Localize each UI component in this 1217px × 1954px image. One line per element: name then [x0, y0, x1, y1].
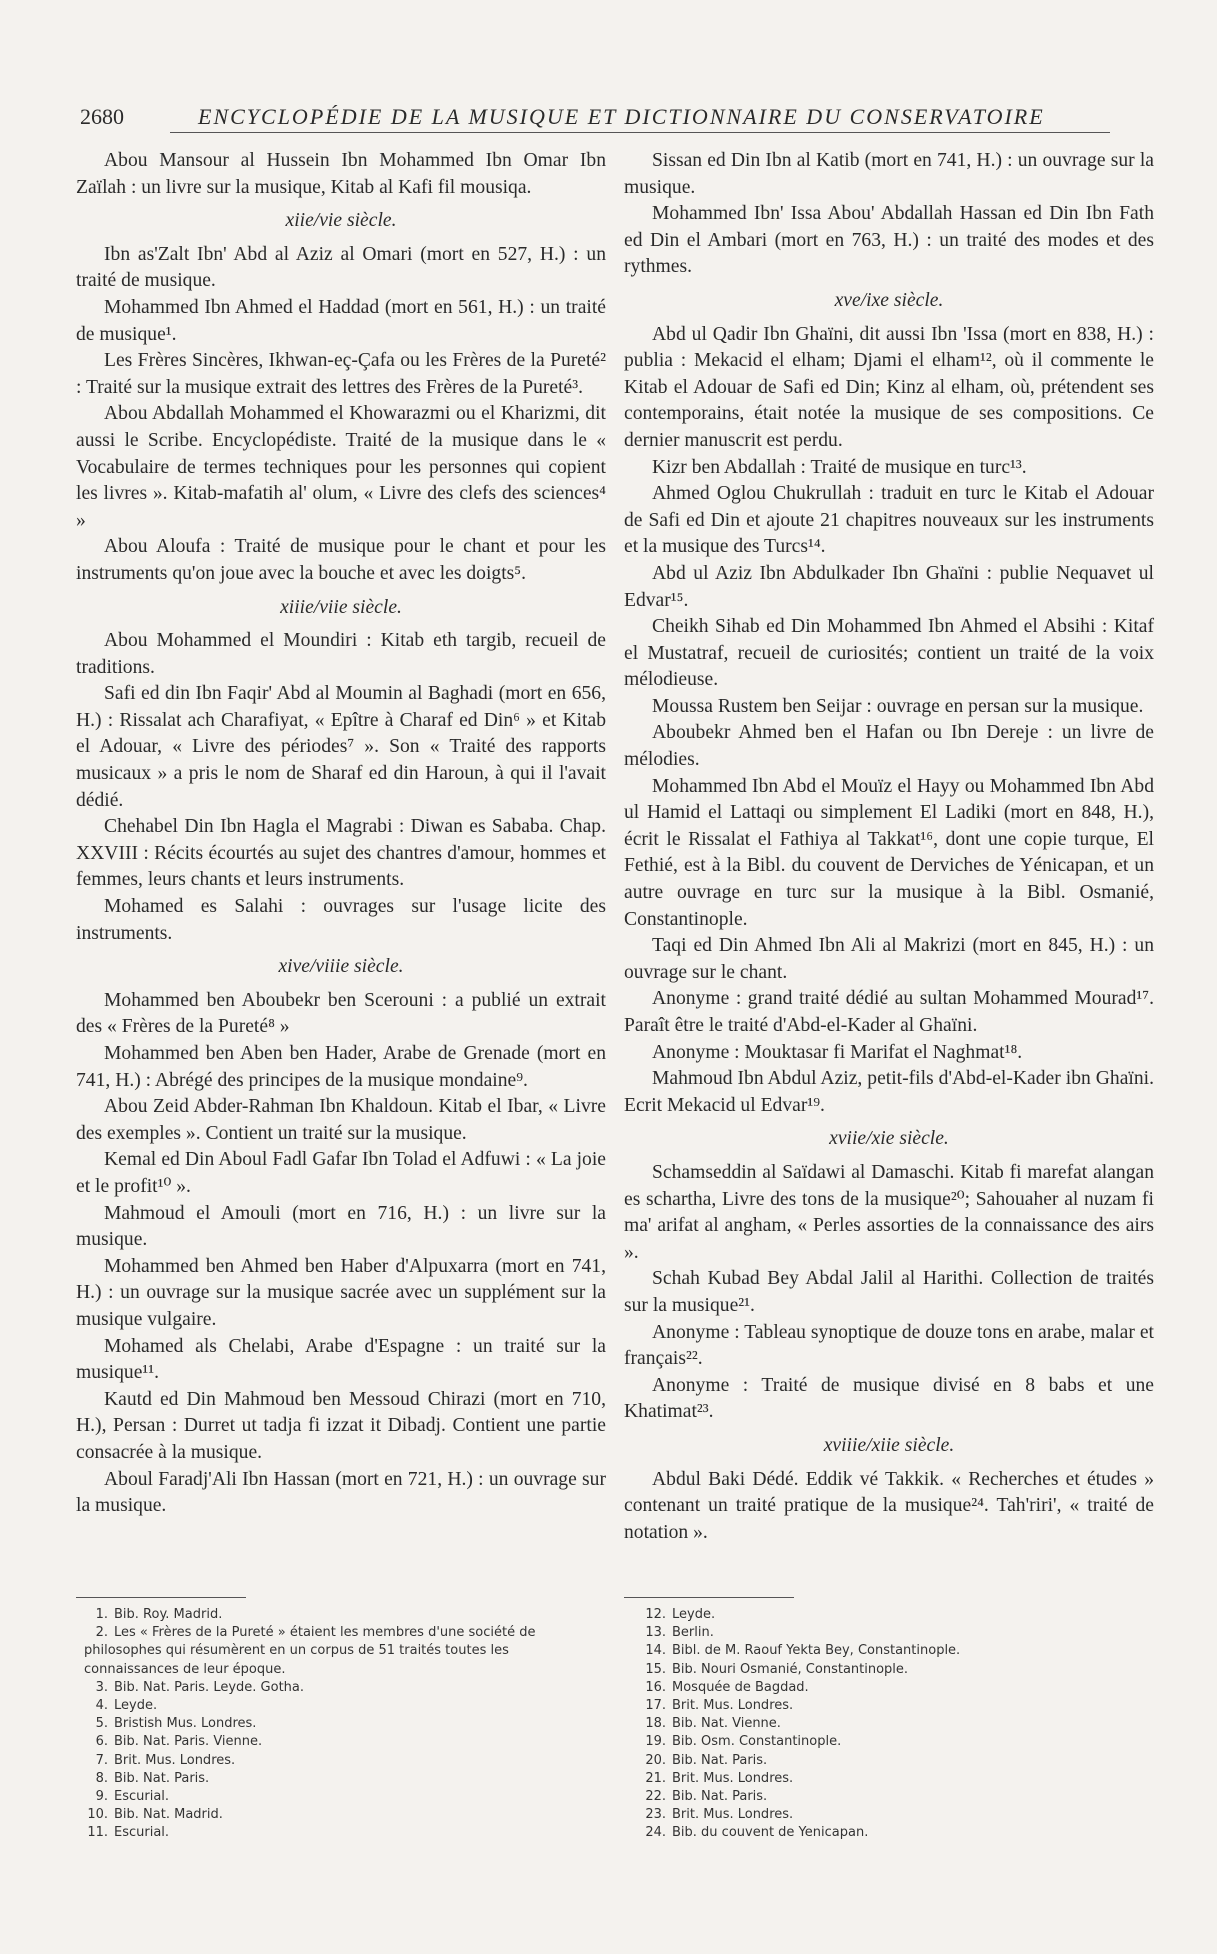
- footnote-number: 12.: [645, 1607, 666, 1622]
- entry: Abdul Baki Dédé. Eddik vé Takkik. « Recherches et études » contenant un traité pratique de la musique²⁴. Tah'riri', « traité de notation ».: [624, 1468, 1154, 1543]
- footnote-text: Bib. Roy. Madrid.: [114, 1607, 223, 1622]
- left-column: [76, 148, 606, 1520]
- footnote-number: 7.: [95, 1752, 108, 1768]
- century-heading: xiie/vie siècle.: [285, 210, 397, 232]
- entry: Taqi ed Din Ahmed Ibn Ali al Makrizi (mort en 845, H.) : un ouvrage sur le chant.: [624, 935, 1154, 983]
- entry: Mohammed ben Aboubekr ben Scerouni : a publié un extrait des « Frères de la Pureté⁸ »: [76, 989, 606, 1038]
- footnote-text: Bib. Nat. Vienne.: [672, 1716, 781, 1732]
- footnote: [84, 1733, 584, 1751]
- entry: Mohamed als Chelabi, Arabe d'Espagne : un traité sur la musique¹¹.: [76, 1335, 606, 1384]
- century-heading: xviiie/xiie siècle.: [823, 1434, 955, 1456]
- footnote-text: Brit. Mus. Londres.: [672, 1770, 794, 1786]
- entry: Mohammed Ibn' Issa Abou' Abdallah Hassan ed Din Ibn Fath ed Din el Ambari (mort en 763, H.) : un traité des modes et des rythmes.: [624, 203, 1154, 278]
- entry: Mohammed Ibn Ahmed el Haddad (mort en 561, H.) : un traité de musique¹.: [76, 296, 606, 345]
- entry: Ahmed Oglou Chukrullah : traduit en turc le Kitab el Adouar de Safi ed Din et ajoute 21 chapitres nouveaux sur les instruments et la musique des Turcs¹⁴.: [624, 483, 1154, 558]
- entry: Abou Mohammed el Moundiri : Kitab eth targib, recueil de traditions.: [76, 630, 606, 678]
- footnote-text: Berlin.: [672, 1625, 714, 1641]
- footnote-number: 8.: [95, 1770, 108, 1786]
- footnotes-left: [84, 1606, 584, 1843]
- footnote-number: 13.: [645, 1625, 666, 1641]
- footnote: [642, 1806, 1142, 1824]
- entry: Mohammed Ibn Abd el Mouïz el Hayy ou Mohammed Ibn Abd ul Hamid el Lattaqi ou simplement El Ladiki (mort en 848, H.), écrit le Rissalat el Fathiya al Takkat¹⁶, dont une copie turque, El Fethié, est à la Bibl. du couvent de Derviches de Yénicapan, et un autre ouvrage en turc sur la musique à la Bibl. Osmanié, Constantinople.: [624, 775, 1154, 930]
- entry: Anonyme : grand traité dédié au sultan Mohammed Mourad¹⁷. Paraît être le traité d'Abd-el-Kader al Ghaïni.: [624, 988, 1154, 1036]
- entry: Schah Kubad Bey Abdal Jalil al Harithi. Collection de traités sur la musique²¹.: [624, 1268, 1154, 1316]
- entry: Mohammed ben Aben ben Hader, Arabe de Grenade (mort en 741, H.) : Abrégé des principes de la musique mondaine⁹.: [76, 1043, 606, 1091]
- right-column: [624, 148, 1154, 1546]
- entry: Safi ed din Ibn Faqir' Abd al Moumin al Baghadi (mort en 656, H.) : Rissalat ach Charafiyat, « Epître à Charaf ed Din⁶ » et Kitab el Adouar, « Livre des périodes⁷ ». Son « Traité des rapports musicaux » a pris le nom de Sharaf ed din Haroun, à qui il l'avait dédié.: [76, 683, 606, 811]
- footnote-text: Leyde.: [672, 1607, 716, 1622]
- footnote-number: 10.: [87, 1807, 108, 1823]
- footnote-number: 17.: [645, 1698, 666, 1714]
- footnote: [642, 1715, 1142, 1733]
- footnote: [84, 1606, 584, 1624]
- footnote-text: Bib. Nat. Paris.: [672, 1789, 768, 1805]
- entry: Abou Abdallah Mohammed el Khowarazmi ou el Kharizmi, dit aussi le Scribe. Encyclopédiste. Traité de la musique dans le « Vocabulaire de termes techniques pour les personnes qui copient les livres ». Kitab-mafatih al' olum, « Livre des clefs des sciences⁴ »: [76, 403, 606, 531]
- entry: Mohammed ben Ahmed ben Haber d'Alpuxarra (mort en 741, H.) : un ouvrage sur la musique sacrée avec un supplément sur la musique vulgaire.: [76, 1255, 606, 1330]
- entry: Abou Mansour al Hussein Ibn Mohammed Ibn Omar Ibn Zaïlah : un livre sur la musique, Kitab al Kafi fil mousiqa.: [76, 150, 606, 198]
- footnote-text: Bib. Osm. Constantinople.: [672, 1734, 842, 1750]
- footnote: [642, 1824, 1142, 1842]
- footnote: [642, 1752, 1142, 1770]
- footnote-text: Bib. du couvent de Yenicapan.: [672, 1825, 869, 1841]
- footnote-text: Escurial.: [114, 1789, 170, 1805]
- footnote: [84, 1770, 584, 1788]
- footnote-number: 23.: [645, 1807, 666, 1823]
- entry: Anonyme : Traité de musique divisé en 8 babs et une Khatimat²³.: [624, 1374, 1154, 1423]
- footnote-rule: [624, 1597, 794, 1598]
- entry: Chehabel Din Ibn Hagla el Magrabi : Diwan es Sababa. Chap. XXVIII : Récits écourtés au sujet des chantres d'amour, hommes et femmes, leurs chants et leurs instruments.: [76, 816, 606, 891]
- footnote-number: 18.: [645, 1716, 666, 1732]
- century-heading: xve/ixe siècle.: [834, 289, 944, 311]
- entry: Mahmoud Ibn Abdul Aziz, petit-fils d'Abd-el-Kader ibn Ghaïni. Ecrit Mekacid ul Edvar¹⁹.: [624, 1068, 1154, 1116]
- footnote: [642, 1624, 1142, 1642]
- footnote: [642, 1642, 1142, 1660]
- entry: Mahmoud el Amouli (mort en 716, H.) : un livre sur la musique.: [76, 1202, 606, 1251]
- footnote: [642, 1679, 1142, 1697]
- entry: Schamseddin al Saïdawi al Damaschi. Kitab fi marefat alangan es schartha, Livre des tons de la musique²⁰; Sahouaher al nuzam fi ma' arifat al angham, « Perles assorties de la connaissance des airs ».: [624, 1161, 1154, 1263]
- footnote-text: Brit. Mus. Londres.: [672, 1698, 794, 1714]
- footnote: [642, 1606, 1142, 1624]
- entry: Aboubekr Ahmed ben el Hafan ou Ibn Dereje : un livre de mélodies.: [624, 722, 1154, 771]
- header-rule: [170, 132, 1110, 133]
- footnote-number: 1.: [95, 1607, 108, 1622]
- footnote-number: 9.: [95, 1789, 108, 1805]
- entry: Kizr ben Abdallah : Traité de musique en turc¹³.: [652, 456, 1027, 478]
- entry: Les Frères Sincères, Ikhwan-eç-Çafa ou les Frères de la Pureté² : Traité sur la musique extrait des lettres des Frères de la Pureté³.: [76, 350, 606, 398]
- footnote: [84, 1715, 584, 1733]
- entry: Abou Aloufa : Traité de musique pour le chant et pour les instruments qu'on joue avec la bouche et avec les doigts⁵.: [76, 536, 606, 584]
- footnote-text: Brit. Mus. Londres.: [672, 1807, 794, 1823]
- footnote-text: Les « Frères de la Pureté » étaient les membres d'une société de philosophes qui résumèrent en un corpus de 51 traités toutes les connaissances de leur époque.: [84, 1625, 536, 1677]
- footnote-number: 5.: [95, 1716, 108, 1732]
- footnote-number: 16.: [645, 1679, 666, 1695]
- footnote-text: Bibl. de M. Raouf Yekta Bey, Constantinople.: [672, 1643, 961, 1659]
- footnote: [84, 1679, 584, 1697]
- century-heading: xive/viiie siècle.: [278, 956, 404, 978]
- footnote-number: 21.: [645, 1770, 666, 1786]
- footnote: [84, 1752, 584, 1770]
- footnote-number: 6.: [95, 1734, 108, 1750]
- page-number: 2680: [80, 104, 124, 129]
- footnote-text: Bib. Nouri Osmanié, Constantinople.: [672, 1661, 909, 1677]
- entry: Mohamed es Salahi : ouvrages sur l'usage licite des instruments.: [76, 896, 606, 944]
- footnote-number: 15.: [645, 1661, 666, 1677]
- footnote: [84, 1806, 584, 1824]
- footnote: [84, 1824, 584, 1842]
- footnote-text: Mosquée de Bagdad.: [672, 1679, 809, 1695]
- footnote-text: Brit. Mus. Londres.: [114, 1752, 236, 1768]
- entry: Ibn as'Zalt Ibn' Abd al Aziz al Omari (mort en 527, H.) : un traité de musique.: [76, 243, 606, 292]
- footnote-text: Bib. Nat. Paris. Vienne.: [114, 1734, 263, 1750]
- footnote-text: Bib. Nat. Paris.: [114, 1770, 210, 1786]
- entry: Cheikh Sihab ed Din Mohammed Ibn Ahmed el Absihi : Kitaf el Mustatraf, recueil de curiosités; contient un traité de la voix mélodieuse.: [624, 616, 1154, 691]
- footnote-text: Bib. Nat. Paris.: [672, 1752, 768, 1768]
- footnote-text: Bib. Nat. Madrid.: [114, 1807, 223, 1823]
- footnote-text: Bristish Mus. Londres.: [114, 1716, 257, 1732]
- entry: Moussa Rustem ben Seijar : ouvrage en persan sur la musique.: [652, 695, 1144, 717]
- footnote-number: 11.: [87, 1825, 108, 1841]
- century-heading: xviie/xie siècle.: [829, 1128, 949, 1150]
- entry: Abd ul Qadir Ibn Ghaïni, dit aussi Ibn 'Issa (mort en 838, H.) : publia : Mekacid el elham; Djami el elham¹², où il commente le Kitab el Adouar de Safi ed Din; Kinz al elham, où, prétendent ses contemporains, était notée la musique de ses compositions. Ce dernier manuscrit est perdu.: [624, 323, 1154, 451]
- entry: Abou Zeid Abder-Rahman Ibn Khaldoun. Kitab el Ibar, « Livre des exemples ». Contient un traité sur la musique.: [76, 1096, 606, 1144]
- footnote-number: 20.: [645, 1752, 666, 1768]
- entry: Kautd ed Din Mahmoud ben Messoud Chirazi (mort en 710, H.), Persan : Durret ut tadja fi izzat it Dibadj. Contient une partie consacrée à la musique.: [76, 1388, 606, 1463]
- entry: Sissan ed Din Ibn al Katib (mort en 741, H.) : un ouvrage sur la musique.: [624, 150, 1154, 198]
- footnote: [642, 1770, 1142, 1788]
- footnote-text: Bib. Nat. Paris. Leyde. Gotha.: [114, 1679, 304, 1695]
- footnote-rule: [76, 1597, 246, 1598]
- footnotes-right: [642, 1606, 1142, 1843]
- footnote: [84, 1697, 584, 1715]
- footnote-number: 22.: [645, 1789, 666, 1805]
- footnote-number: 14.: [645, 1643, 666, 1659]
- entry: Aboul Faradj'Ali Ibn Hassan (mort en 721, H.) : un ouvrage sur la musique.: [76, 1468, 606, 1517]
- footnote: [642, 1697, 1142, 1715]
- entry: Anonyme : Mouktasar fi Marifat el Naghmat¹⁸.: [652, 1041, 1023, 1063]
- footnote-number: 3.: [95, 1679, 108, 1695]
- footnote-text: Leyde.: [114, 1698, 158, 1714]
- footnote-number: 19.: [645, 1734, 666, 1750]
- footnote: [84, 1624, 584, 1679]
- footnote-number: 2.: [95, 1625, 108, 1641]
- footnote-number: 24.: [645, 1825, 666, 1841]
- footnote: [642, 1788, 1142, 1806]
- footnote: [642, 1661, 1142, 1679]
- footnote-text: Escurial.: [114, 1825, 170, 1841]
- footnote-number: 4.: [95, 1698, 108, 1714]
- running-title: ENCYCLOPÉDIE DE LA MUSIQUE ET DICTIONNAIRE DU CONSERVATOIRE: [198, 104, 1045, 129]
- running-header: [80, 104, 1140, 134]
- entry: Abd ul Aziz Ibn Abdulkader Ibn Ghaïni : publie Nequavet ul Edvar¹⁵.: [624, 562, 1154, 611]
- entry: Anonyme : Tableau synoptique de douze tons en arabe, malar et français²².: [624, 1321, 1154, 1370]
- footnote: [84, 1788, 584, 1806]
- entry: Kemal ed Din Aboul Fadl Gafar Ibn Tolad el Adfuwi : « La joie et le profit¹⁰ ».: [76, 1149, 606, 1197]
- footnote: [642, 1733, 1142, 1751]
- century-heading: xiiie/viie siècle.: [280, 596, 402, 618]
